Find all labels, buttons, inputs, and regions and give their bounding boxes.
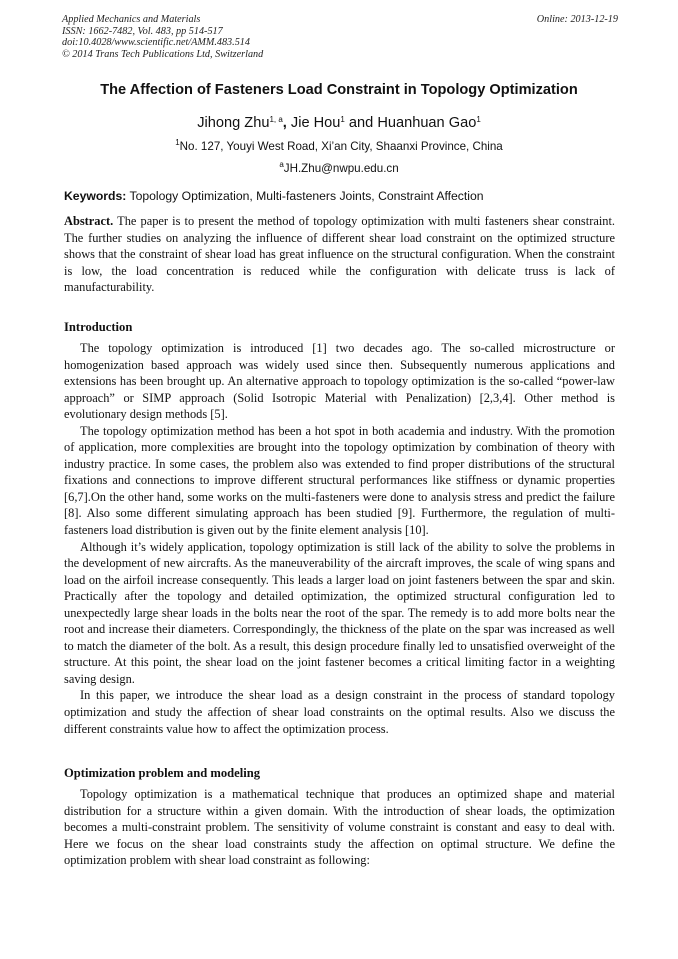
author-name: Huanhuan Gao [377,115,477,131]
email-mark: a [279,160,284,169]
keywords-text: Topology Optimization, Multi-fasteners Joints, Constraint Affection [126,189,484,203]
author-affil-mark: 1 [340,115,345,124]
email-text[interactable]: JH.Zhu@nwpu.edu.cn [283,162,399,175]
journal-header [62,14,618,60]
keywords [64,189,616,203]
author-separator: and [344,115,378,131]
doi-line: doi:10.4028/www.scientific.net/AMM.483.514 [62,37,250,49]
paragraph: The topology optimization method has been a hot spot in both academia and industry. With the promotion of application, more complexities are brought into the topology optimization by combination of theory with industry practice. In some cases, the problem also was extended to find proper distributions of the structural fixations and connections to improve different structural performances like stiffness or dynamic properties [6,7].On the other hand, some works on the multi-fasteners were done to analysis stress and predict the failure [8]. Also some different simulating approach has been studied [9]. Furthermore, the regulation of multi-fasteners load distribution is given out by the finite element analysis [10]. [64,423,615,538]
issn-line: ISSN: 1662-7482, Vol. 483, pp 514-517 [62,25,223,37]
author-list [30,115,648,131]
online-date: Online: 2013-12-19 [536,14,618,25]
affiliation-text: No. 127, Youyi West Road, Xi’an City, Shaanxi Province, China [179,140,503,153]
keywords-label: Keywords: [64,189,127,203]
paragraph: In this paper, we introduce the shear load as a design constraint in the process of standard topology optimization and study the affection of shear load constraints on the optimal results. Also we discuss the different constraints value how to affect the optimization process. [64,688,615,736]
author-email [30,162,648,175]
author-name: Jie Hou [290,115,341,131]
paragraph: Topology optimization is a mathematical technique that produces an optimized shape and material distribution for a structure within a given domain. With the introduction of shear loads, the optimization becomes a multi-constraint problem. The sensitivity of volume constraint is constant and easy to deal with. Here we focus on the shear load constraints study the affection on optimal structure. We define the optimization problem with shear load constraint as following: [64,787,615,868]
copyright-line: © 2014 Trans Tech Publications Ltd, Switzerland [62,48,264,60]
author-affil-mark: 1, a [269,115,283,124]
abstract-label: Abstract. [64,214,114,228]
paragraph: Although it’s widely application, topology optimization is still lack of the ability to solve the problems in the development of new aircrafts. As the maneuverability of the aircraft improves, the scale of wing spans and load on the airfoil increase consequently. This leads a larger load on joint fasteners between the spar and skin. Practically after the topology and detailed optimization, the optimized structural configuration led to unexpectedly large shear loads in the bolts near the root of the spar. The remedy is to add more bolts near the root and increase their diameters. Correspondingly, the thickness of the plate on the spar was increased as well to match the diameter of the bolt. As a result, this design procedure finally led to unsatisfied overweight of the structure. At this point, the shear load on the joint fastener becomes a critical limiting factor in a weighting saving design. [64,539,615,686]
introduction-body [64,340,615,737]
abstract-text: The paper is to present the method of topology optimization with multi fasteners shear constraint. The further studies on analyzing the influence of different shear load constraint on the optimized structure shows that the constraint of shear load has great influence on the structural configuration. When the constraint is low, the load concentration is reduced while the configuration with delicate truss is lack of manufacturability. [64,214,615,295]
paragraph: The topology optimization is introduced [1] two decades ago. The so-called microstructure or homogenization based approach was widely used since then. Subsequently numerous applications and extensions has been brought up. An alternative approach to topology optimization is the so-called “power-law approach” or SIMP approach (Solid Isotropic Material with Penalization) [2,3,4]. Other method is evolutionary design methods [5]. [64,341,615,422]
author-separator: , [282,115,291,131]
author-affil-mark: 1 [476,115,481,124]
author-name: Jihong Zhu [197,115,270,131]
abstract [64,213,615,296]
affiliation [30,140,648,153]
affiliation-mark: 1 [175,138,180,147]
section-heading-optimization: Optimization problem and modeling [64,766,261,780]
section-heading-introduction: Introduction [64,320,133,334]
optimization-body [64,786,615,869]
journal-name: Applied Mechanics and Materials [62,14,201,25]
paper-title: The Affection of Fasteners Load Constraint in Topology Optimization [100,82,578,98]
